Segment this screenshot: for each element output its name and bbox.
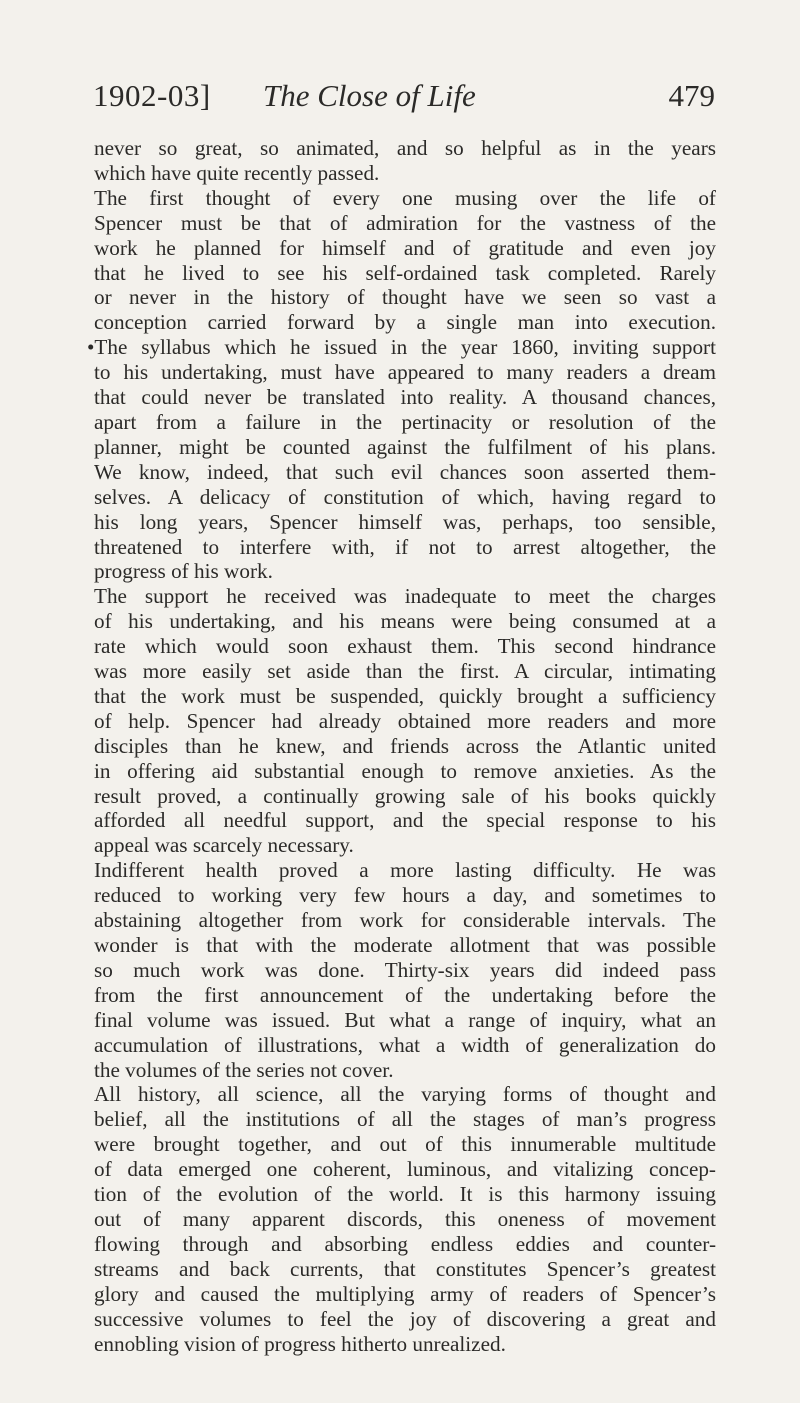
text-line: that could never be translated into reality. A thousand chances,: [94, 385, 716, 410]
text-line: out of many apparent discords, this oneness of movement: [94, 1206, 716, 1231]
text-line: streams and back currents, that constitutes Spencer’s greatest: [94, 1256, 716, 1281]
text-line: in offering aid substantial enough to remove anxieties. As the: [94, 758, 716, 783]
text-line: which have quite recently passed.: [94, 160, 380, 185]
text-line: his long years, Spencer himself was, perhaps, too sensible,: [94, 509, 716, 534]
text-line: progress of his work.: [94, 559, 273, 584]
body-text: [87, 136, 716, 1356]
text-line: All history, all science, all the varying forms of thought and: [94, 1082, 716, 1107]
header-title: The Close of Life: [263, 78, 476, 113]
text-line: planner, might be counted against the fulfilment of his plans.: [94, 434, 716, 459]
text-line: conception carried forward by a single man into execution.: [94, 310, 716, 335]
text-line: was more easily set aside than the first. A circular, intimating: [94, 659, 716, 684]
page-number: 479: [668, 78, 715, 113]
text-line: wonder is that with the moderate allotment that was possible: [94, 933, 716, 957]
text-line: of data emerged one coherent, luminous, and vitalizing concep-: [94, 1157, 716, 1182]
text-line: of help. Spencer had already obtained more readers and more: [94, 708, 716, 733]
text-line: the volumes of the series not cover.: [94, 1057, 394, 1082]
text-line: final volume was issued. But what a range of inquiry, what an: [94, 1007, 716, 1032]
text-line: result proved, a continually growing sale of his books quickly: [94, 783, 716, 808]
text-line: tion of the evolution of the world. It is this harmony issuing: [94, 1182, 716, 1207]
text-line: so much work was done. Thirty-six years did indeed pass: [94, 957, 716, 982]
text-line: glory and caused the multiplying army of readers of Spencer’s: [94, 1281, 716, 1306]
text-line: The support he received was inadequate to meet the charges: [94, 584, 716, 609]
text-line: We know, indeed, that such evil chances soon asserted them-: [94, 459, 716, 484]
text-line: threatened to interfere with, if not to arrest altogether, the: [94, 534, 716, 559]
running-head: [93, 78, 715, 122]
text-line: ennobling vision of progress hitherto unrealized.: [94, 1331, 506, 1356]
text-line: that he lived to see his self-ordained task completed. Rarely: [94, 260, 716, 285]
text-line: work he planned for himself and of gratitude and even joy: [94, 235, 716, 260]
text-line: that the work must be suspended, quickly brought a sufficiency: [94, 683, 716, 708]
text-line: rate which would soon exhaust them. This second hindrance: [94, 634, 716, 659]
text-line: •The syllabus which he issued in the year 1860, inviting support: [87, 335, 716, 360]
text-line: appeal was scarcely necessary.: [94, 833, 354, 858]
text-line: belief, all the institutions of all the stages of man’s progress: [94, 1107, 716, 1132]
text-line: successive volumes to feel the joy of discovering a great and: [94, 1306, 716, 1331]
text-line: from the first announcement of the undertaking before the: [94, 982, 716, 1007]
text-line: selves. A delicacy of constitution of which, having regard to: [94, 484, 716, 509]
text-line: never so great, so animated, and so helpful as in the years: [94, 136, 716, 160]
text-line: of his undertaking, and his means were being consumed at a: [94, 609, 716, 634]
text-line: disciples than he knew, and friends across the Atlantic united: [94, 733, 716, 758]
text-line: Indifferent health proved a more lasting difficulty. He was: [94, 858, 716, 883]
text-line: were brought together, and out of this innumerable multitude: [94, 1132, 716, 1157]
text-line: The first thought of every one musing over the life of: [94, 185, 716, 210]
text-line: flowing through and absorbing endless eddies and counter-: [94, 1231, 716, 1256]
text-line: afforded all needful support, and the special response to his: [94, 808, 716, 833]
text-line: reduced to working very few hours a day, and sometimes to: [94, 883, 716, 908]
text-line: accumulation of illustrations, what a width of generalization do: [94, 1032, 716, 1057]
text-line: to his undertaking, must have appeared to many readers a dream: [94, 360, 716, 385]
text-line: abstaining altogether from work for considerable intervals. The: [94, 908, 716, 933]
text-line: apart from a failure in the pertinacity or resolution of the: [94, 409, 716, 434]
text-line: Spencer must be that of admiration for the vastness of the: [94, 210, 716, 235]
header-years: 1902-03]: [93, 78, 211, 113]
text-line: or never in the history of thought have we seen so vast a: [94, 285, 716, 310]
